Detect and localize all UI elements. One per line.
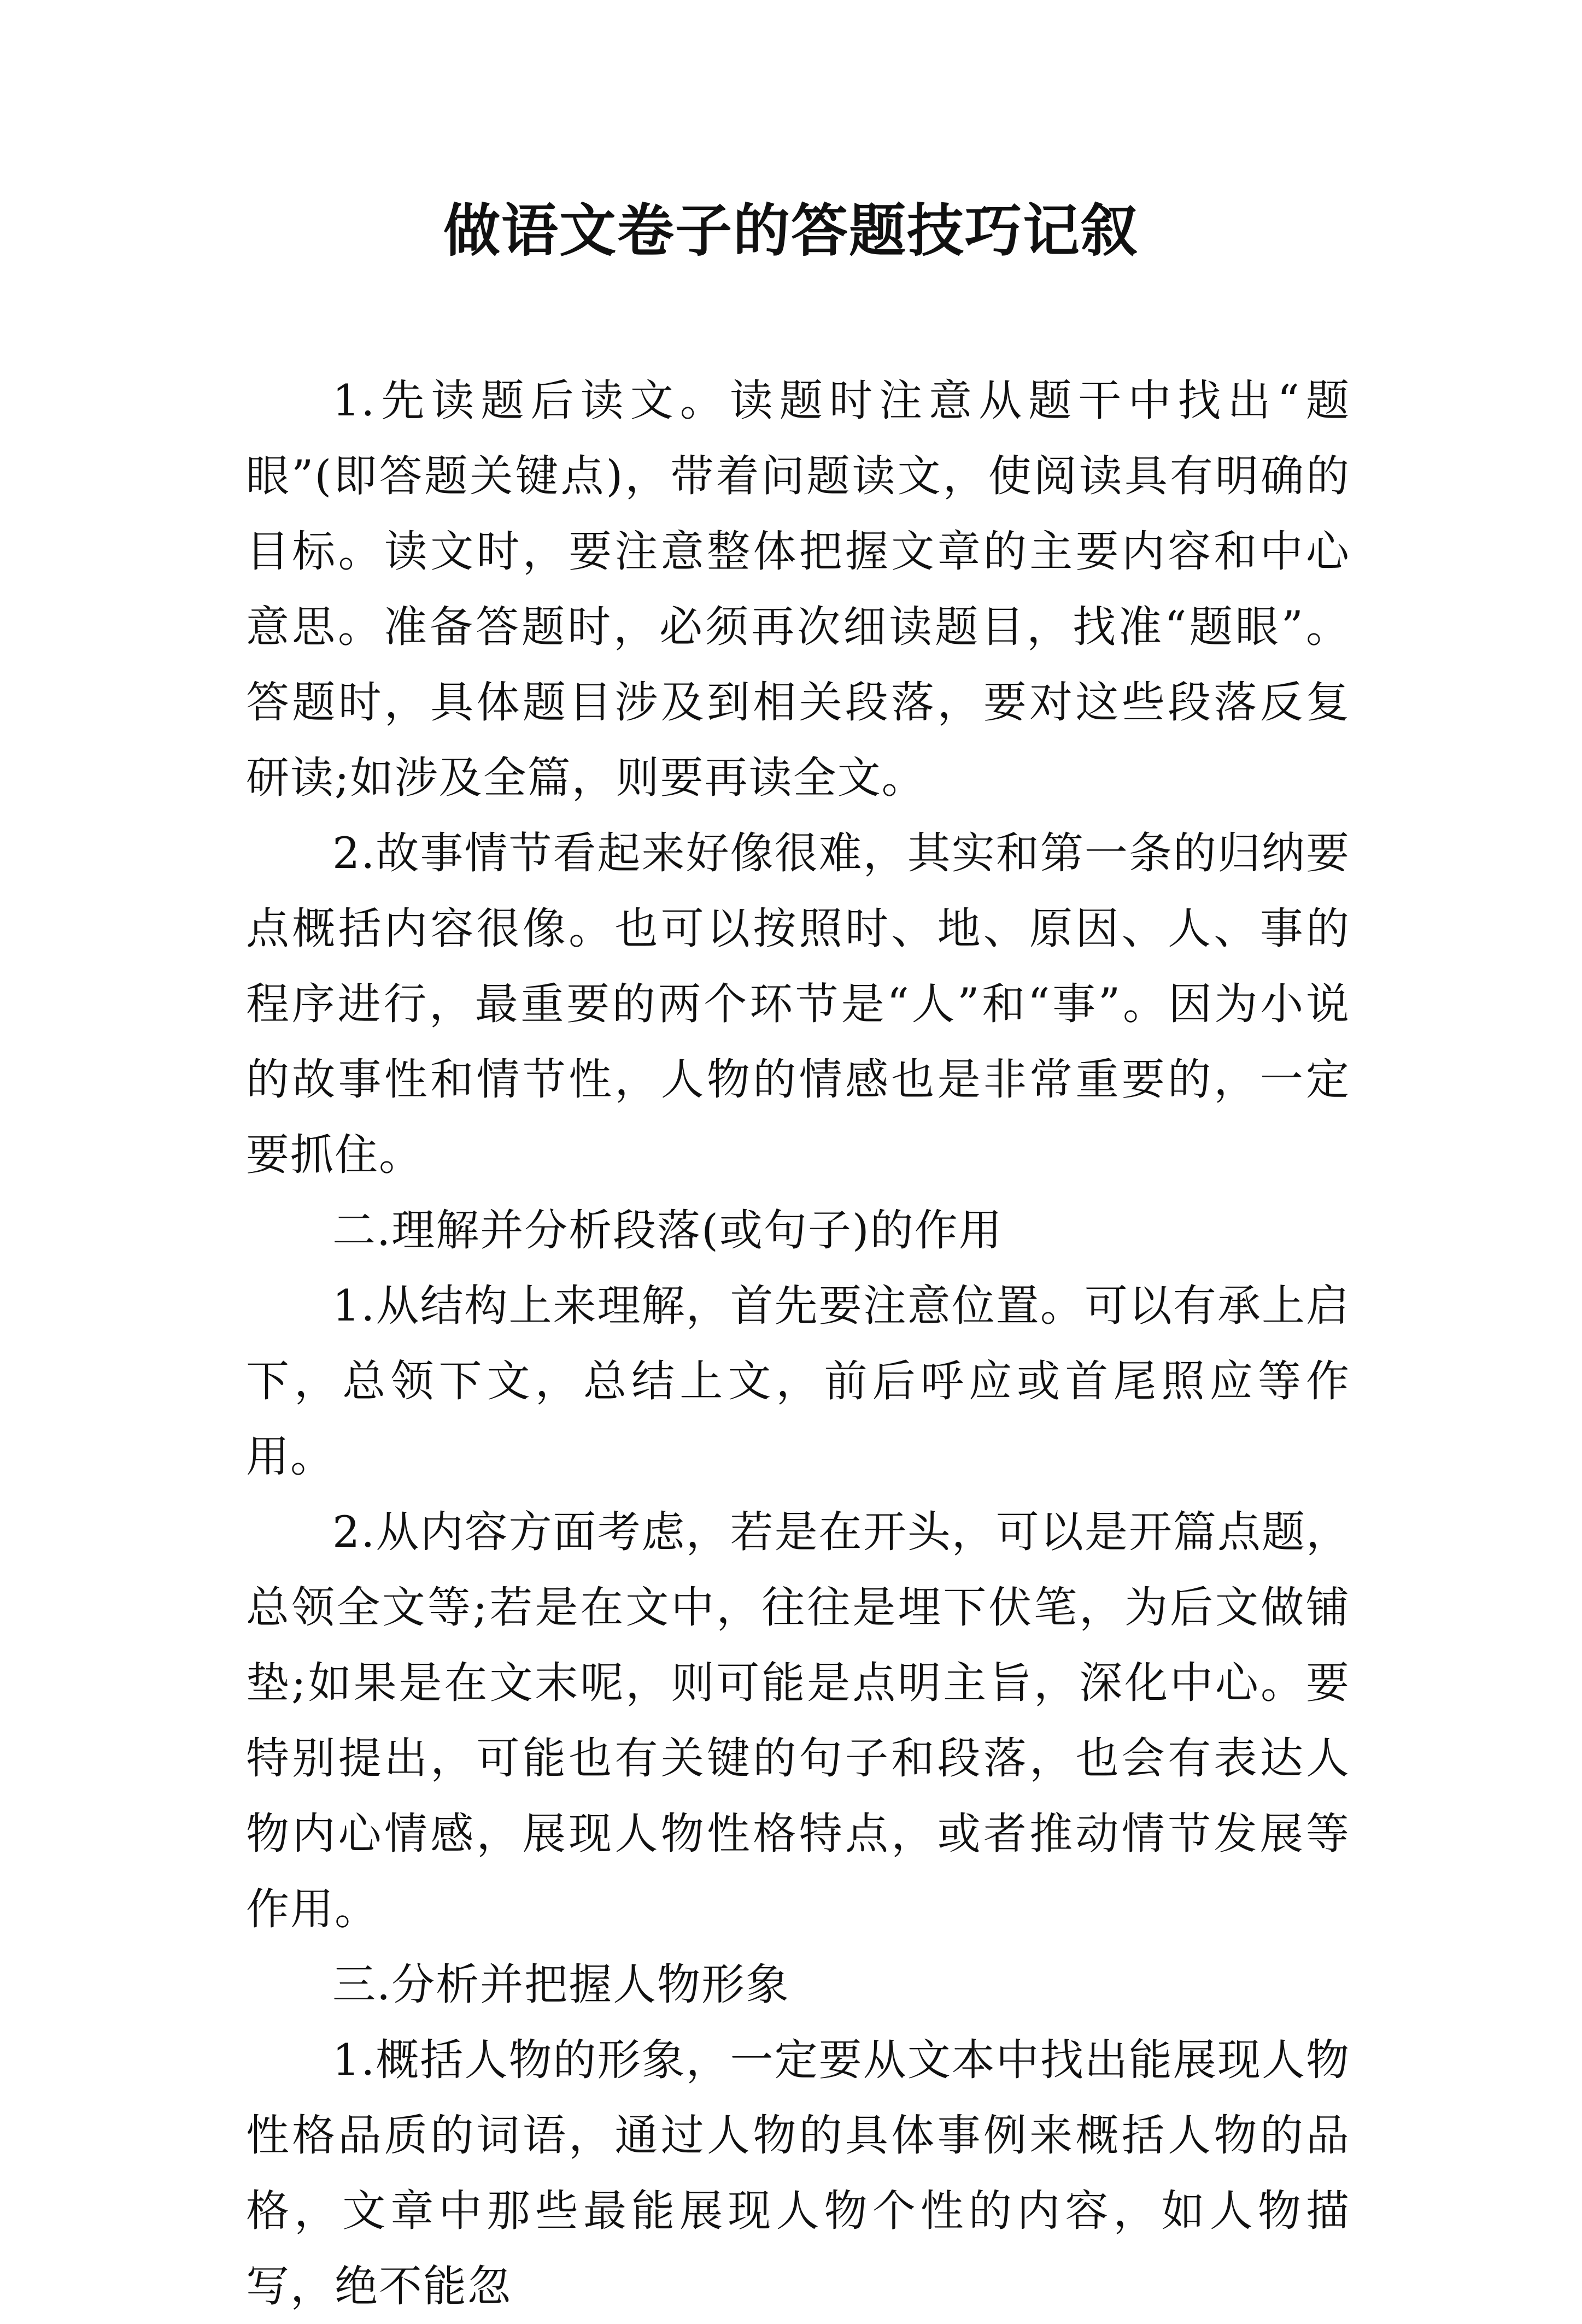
document-body xyxy=(246,363,1350,2324)
document-title: 做语文卷子的答题技巧记叙 xyxy=(443,197,1139,264)
paragraph-5: 1.概括人物的形象，一定要从文本中找出能展现人物性格品质的词语，通过人物的具体事例来概括人物的品格，文章中那些最能展现人物个性的内容，如人物描写，绝不能忽 xyxy=(246,2035,1350,2311)
paragraph-2: 2.故事情节看起来好像很难，其实和第一条的归纳要点概括内容很像。也可以按照时、地、原因、人、事的程序进行，最重要的两个环节是“人”和“事”。因为小说的故事性和情节性，人物的情感也是非常重要的，一定要抓住。 xyxy=(246,828,1350,1180)
paragraph-1: 1.先读题后读文。读题时注意从题干中找出“题眼”(即答题关键点)，带着问题读文，使阅读具有明确的目标。读文时，要注意整体把握文章的主要内容和中心意思。准备答题时，必须再次细读题目，找准“题眼”。答题时，具体题目涉及到相关段落，要对这些段落反复研读;如涉及全篇，则要再读全文。 xyxy=(246,375,1350,803)
section-heading-3: 三.分析并把握人物形象 xyxy=(332,1959,790,2010)
section-heading-2: 二.理解并分析段落(或句子)的作用 xyxy=(332,1205,1003,1255)
paragraph-4: 2.从内容方面考虑，若是在开头，可以是开篇点题，总领全文等;若是在文中，往往是埋下伏笔，为后文做铺垫;如果是在文末呢，则可能是点明主旨，深化中心。要特别提出，可能也有关键的句子和段落，也会有表达人物内心情感，展现人物性格特点，或者推动情节发展等作用。 xyxy=(246,1507,1350,1934)
paragraph-3: 1.从结构上来理解，首先要注意位置。可以有承上启下，总领下文，总结上文，前后呼应或首尾照应等作用。 xyxy=(246,1281,1350,1482)
